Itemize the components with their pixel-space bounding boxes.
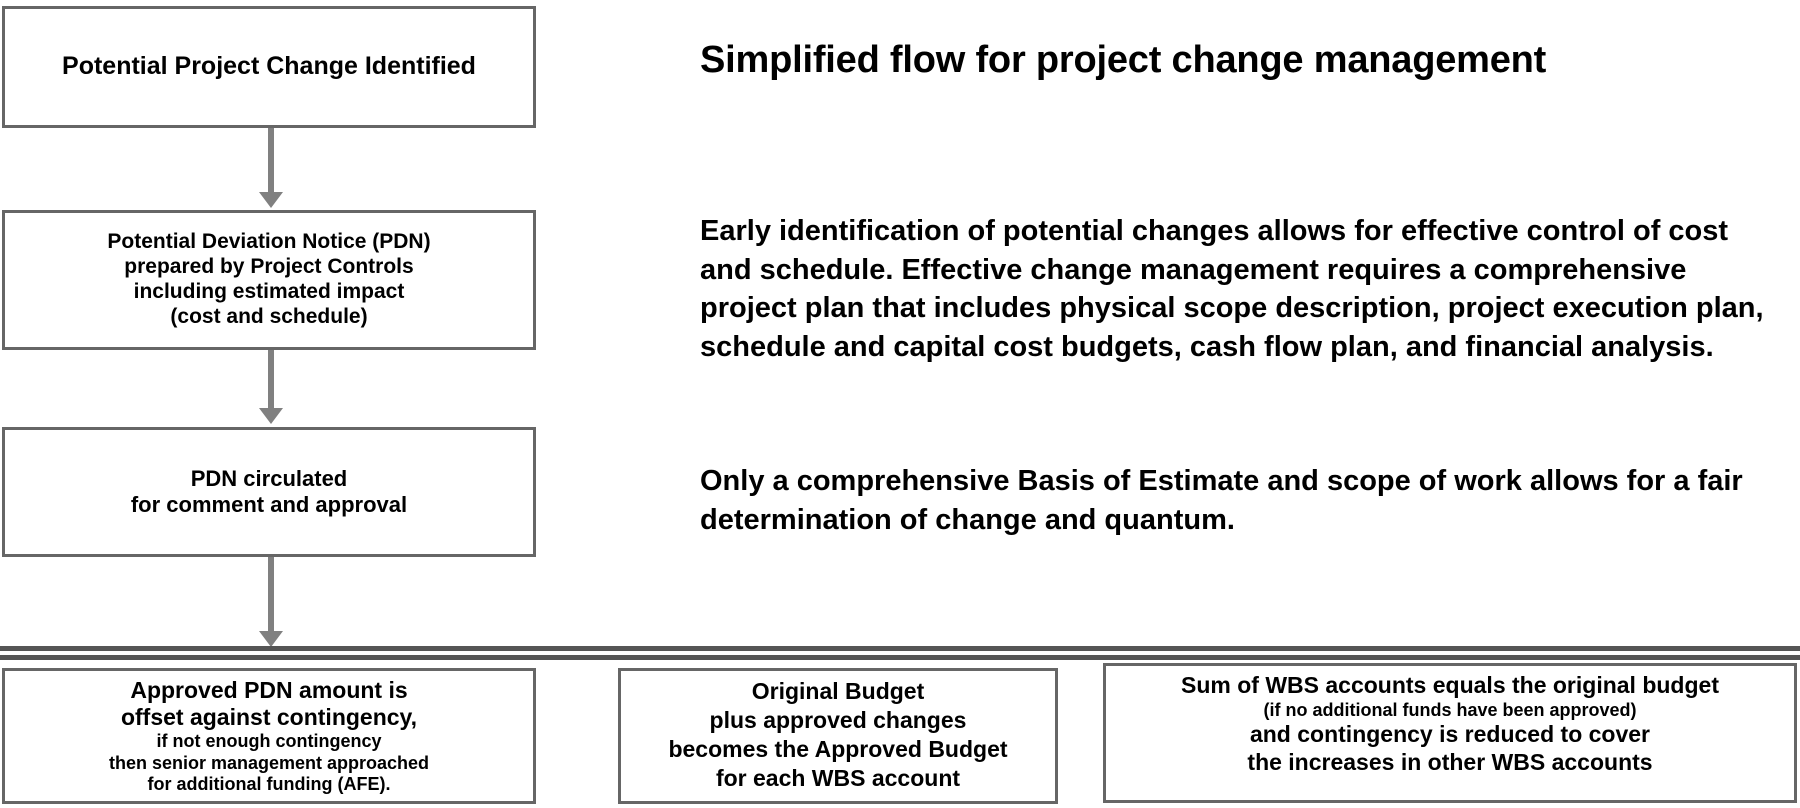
bottom-box-line: for additional funding (AFE). (147, 774, 391, 795)
bottom-box-line: plus approved changes (709, 706, 967, 733)
arrow-head-icon (259, 631, 283, 647)
flow-box-line: PDN circulated (190, 466, 348, 492)
bottom-box-line: for each WBS account (715, 764, 961, 791)
bottom-box-line: and contingency is reduced to cover (1249, 721, 1651, 748)
arrow-shaft (268, 350, 274, 410)
flow-box-text (131, 466, 407, 518)
flow-box-line: (cost and schedule) (170, 304, 368, 328)
bottom-box-wbs-accounts-sum (1103, 663, 1797, 803)
flow-box-text (107, 230, 430, 329)
diagram-heading: Simplified flow for project change management (700, 39, 1547, 81)
bottom-box-line: then senior management approached (108, 752, 430, 773)
bottom-box-line: Sum of WBS accounts equals the original budget (1181, 672, 1719, 698)
bottom-box-original-budget (618, 668, 1058, 804)
bottom-box-line: offset against contingency, (120, 704, 418, 731)
bottom-box-line: Original Budget (751, 678, 925, 704)
bottom-box-line: (if no additional funds have been approved) (1263, 699, 1637, 720)
bottom-box-offset-against-contingency (2, 668, 536, 804)
flow-box-line: prepared by Project Controls (124, 255, 414, 279)
paragraph-basis-of-estimate: Only a comprehensive Basis of Estimate and scope of work allows for a fair determination of change and quantum. (700, 465, 1743, 536)
arrow-shaft (268, 557, 274, 633)
flow-box-potential-change-identified (2, 6, 536, 128)
flow-box-text (62, 52, 476, 82)
flow-box-pdn-prepared (2, 210, 536, 350)
flow-box-line: Potential Deviation Notice (PDN) (107, 230, 431, 254)
flow-box-pdn-circulated (2, 427, 536, 557)
flow-box-line: for comment and approval (130, 492, 408, 517)
flow-box-line: including estimated impact (133, 280, 405, 303)
bottom-box-line: if not enough contingency (156, 731, 382, 752)
arrow-head-icon (259, 192, 283, 208)
flow-box-line: Potential Project Change Identified (62, 52, 476, 81)
section-divider-bottom (0, 655, 1800, 660)
arrow-head-icon (259, 408, 283, 424)
paragraph-early-identification: Early identification of potential changes allows for effective control of cost and schedule. Effective change management requires a comprehensive project plan that includes physical scope description, project execution plan, schedule and capital cost budgets, cash flow plan, and financial analysis. (700, 215, 1764, 363)
bottom-box-line: becomes the Approved Budget (668, 735, 1008, 762)
bottom-box-line: Approved PDN amount is (130, 677, 408, 703)
bottom-box-line: the increases in other WBS accounts (1247, 748, 1653, 775)
section-divider-top (0, 646, 1800, 651)
arrow-shaft (268, 128, 274, 194)
